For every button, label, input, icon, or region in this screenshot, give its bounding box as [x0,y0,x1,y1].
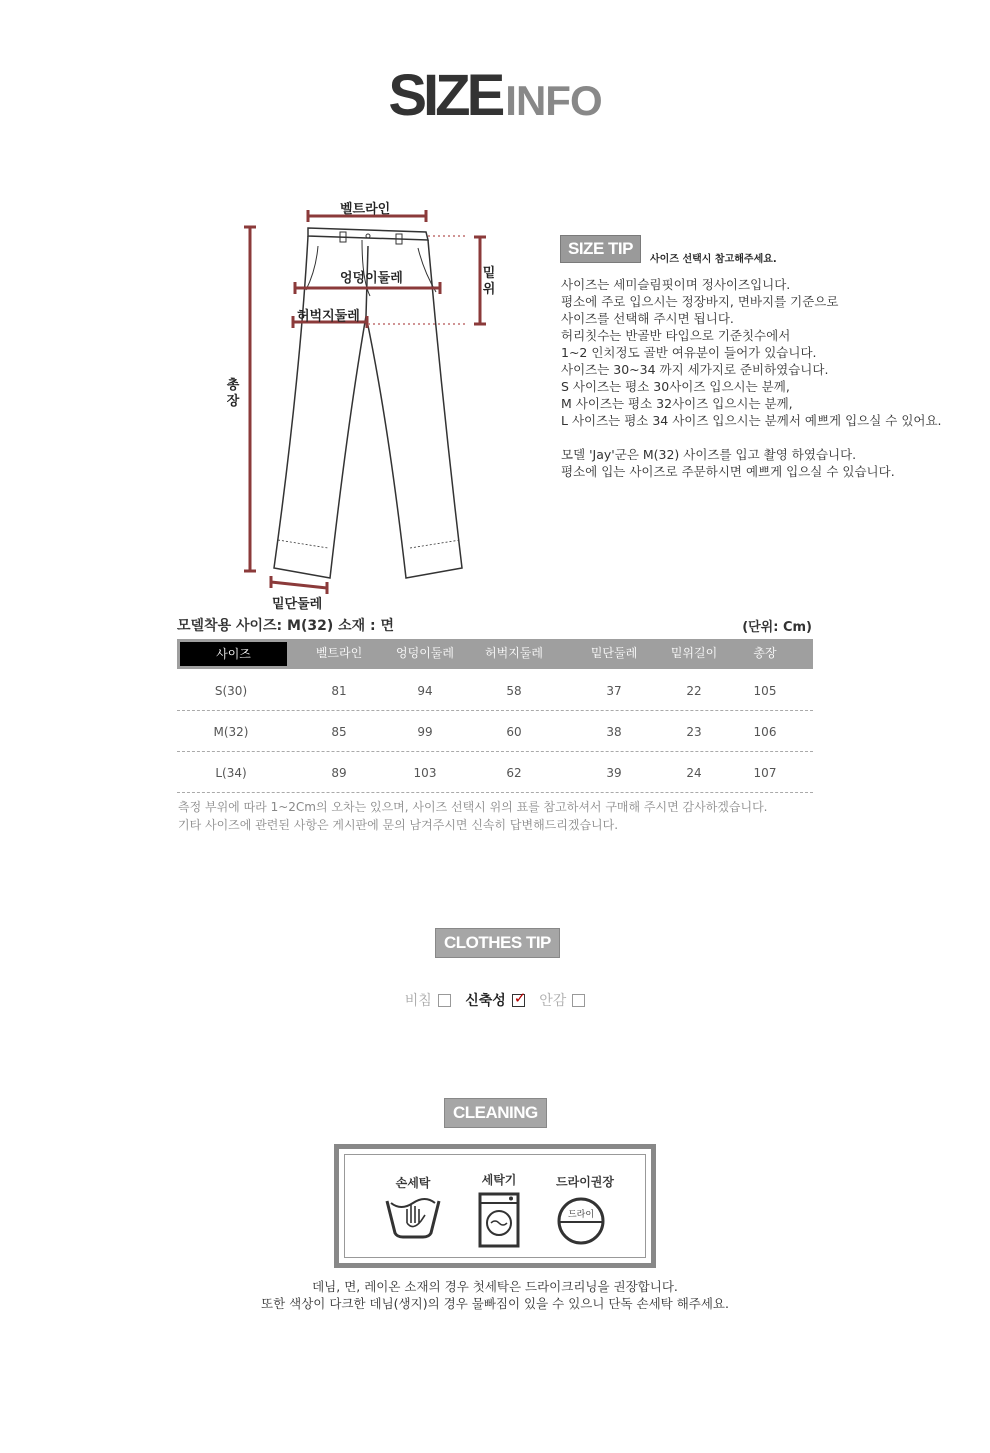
tip-checkbox [438,994,451,1007]
tip-transparency [405,990,451,1010]
cell-length: 106 [753,725,777,739]
dry-clean-icon-text: 드라이 [567,1210,595,1220]
size-tip-line: 사이즈는 30~34 까지 세가지로 준비하였습니다. [561,362,829,377]
header-size: 사이즈 [180,642,287,666]
cell-hip: 103 [413,766,437,780]
header-thigh: 허벅지둘레 [485,646,543,660]
table-row [177,711,813,752]
cell-length: 107 [753,766,777,780]
size-tip-line: L 사이즈는 평소 34 사이즈 입으시는 분께서 예쁘게 입으실 수 있어요. [561,413,942,428]
clothes-tip-list [0,990,990,1010]
header-hem: 밑단둘레 [590,646,638,660]
cell-hip: 94 [417,684,433,698]
cell-size: L(34) [215,766,247,780]
cell-size: S(30) [214,684,248,698]
size-tip-note: 사이즈 선택시 참고해주세요. [650,254,777,265]
size-tip-line: 허리칫수는 반골반 타입으로 기준칫수에서 [561,328,791,343]
cleaning-note-line: 또한 색상이 다크한 데님(생지)의 경우 물빠짐이 있을 수 있으니 단독 손세탁 해주세요. [261,1296,729,1311]
cell-size: M(32) [213,725,249,739]
table-row [177,752,813,793]
title-size: SIZE [388,63,502,128]
note-line: 측정 부위에 따라 1~2Cm의 오차는 있으며, 사이즈 선택시 위의 표를 참고하셔서 구매해 주시면 감사하겠습니다. [178,800,768,814]
cleaning-box [334,1144,656,1268]
cell-thigh: 58 [506,684,522,698]
cleaning-note-line: 데님, 면, 레이온 소재의 경우 첫세탁은 드라이크리닝을 권장합니다. [312,1279,678,1294]
header-belt-line: 벨트라인 [315,646,363,660]
size-tip-line: M 사이즈는 평소 32사이즈 입으시는 분께, [561,396,793,411]
cell-rise: 22 [686,684,702,698]
label-length: 총장 [226,378,240,409]
cell-belt-line: 81 [331,684,347,698]
label-rise: 밑위 [482,266,496,297]
tip-label: 신축성 [465,993,506,1009]
hand-wash-icon [381,1193,445,1243]
tip-label: 안감 [539,993,567,1009]
cell-length: 105 [753,684,777,698]
size-tip-badge: SIZE TIP [560,235,641,263]
dry-clean-icon [555,1195,607,1247]
measurement-notes [178,798,767,834]
washing-machine-icon [477,1191,521,1249]
label-hip: 엉덩이둘레 [340,271,403,286]
unit-label: (단위: Cm) [742,620,812,635]
label-washing-machine: 세탁기 [481,1173,517,1187]
size-table-header [177,639,813,669]
header-rise: 밑위길이 [670,646,718,660]
cell-hip: 99 [417,725,433,739]
cell-rise: 24 [686,766,702,780]
table-row [177,670,813,711]
cell-hem: 39 [606,766,622,780]
cell-belt-line: 85 [331,725,347,739]
cell-rise: 23 [686,725,702,739]
size-tip-text [561,276,942,480]
size-tip-line: S 사이즈는 평소 30사이즈 입으시는 분께, [561,379,790,394]
tip-elasticity [465,990,525,1010]
check-icon: ✓ [513,988,527,1007]
cell-hem: 37 [606,684,622,698]
size-tip-line: 사이즈는 세미슬림핏이며 정사이즈입니다. [561,277,791,292]
size-tip-line: 평소에 입는 사이즈로 주문하시면 예쁘게 입으실 수 있습니다. [561,464,895,479]
size-tip-line [561,429,942,446]
tip-checkbox [572,994,585,1007]
title-info: INFO [505,77,602,124]
clothes-tip-badge: CLOTHES TIP [435,928,560,958]
model-size-material: 모델착용 사이즈: M(32) 소재 : 면 [177,618,395,634]
cleaning-badge: CLEANING [444,1098,547,1128]
header-length: 총장 [753,646,777,660]
note-line: 기타 사이즈에 관련된 사항은 게시판에 문의 남겨주시면 신속히 답변해드리겠습니다. [178,818,619,832]
header-hip: 엉덩이둘레 [396,646,454,660]
size-tip-line: 평소에 주로 입으시는 정장바지, 면바지를 기준으로 [561,294,839,309]
tip-label: 비침 [404,993,432,1009]
cell-thigh: 62 [506,766,522,780]
cell-thigh: 60 [506,725,522,739]
label-hand-wash: 손세탁 [395,1176,431,1190]
label-dry-clean: 드라이권장 [556,1175,614,1189]
size-tip-line: 모델 'Jay'군은 M(32) 사이즈를 입고 촬영 하였습니다. [561,447,857,462]
label-hem: 밑단둘레 [272,597,323,612]
size-tip-line: 1~2 인치정도 골반 여유분이 들어가 있습니다. [561,345,817,360]
tip-lining [539,990,585,1010]
size-tip-line: 사이즈를 선택해 주시면 됩니다. [561,311,734,326]
cleaning-notes [0,1278,990,1312]
cell-hem: 38 [606,725,622,739]
cell-belt-line: 89 [331,766,347,780]
label-thigh: 허벅지둘레 [297,309,360,324]
label-belt-line: 벨트라인 [340,202,391,217]
tip-checkbox-checked [512,988,527,1007]
